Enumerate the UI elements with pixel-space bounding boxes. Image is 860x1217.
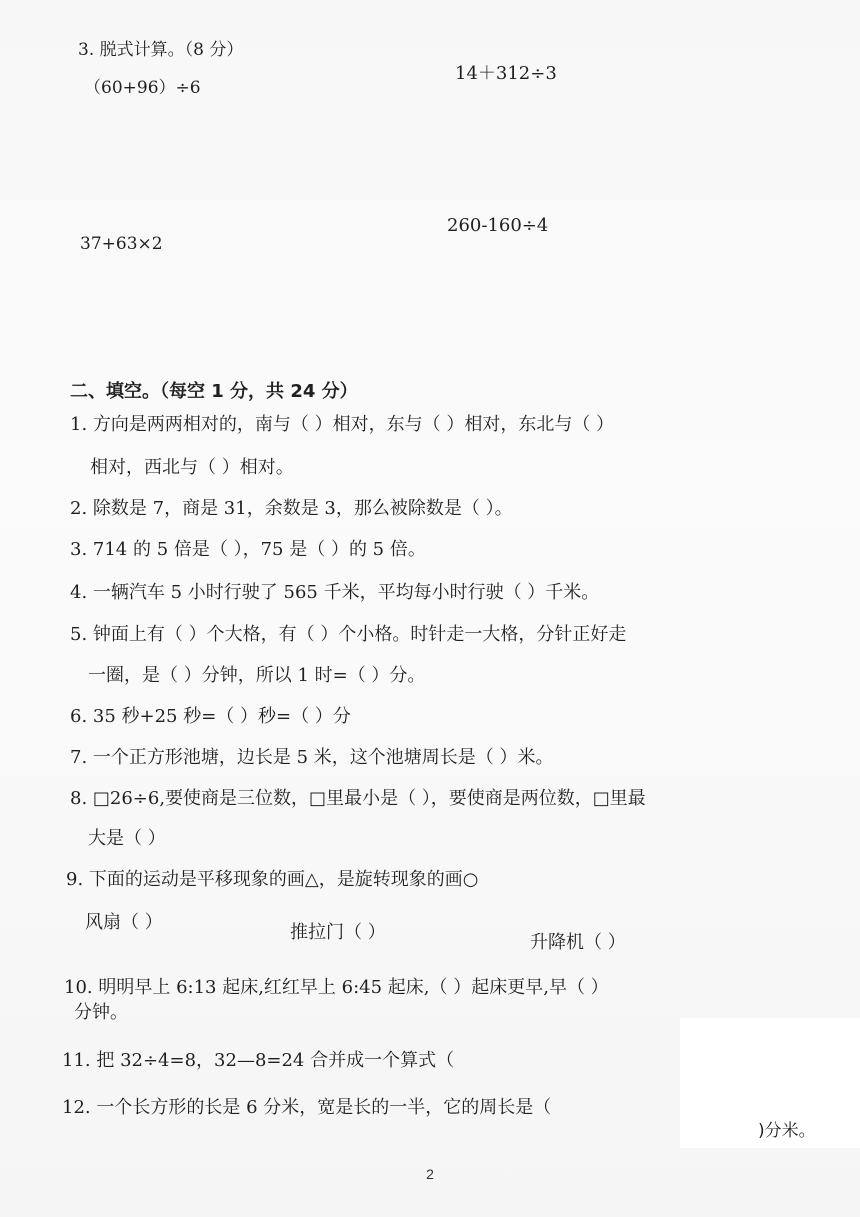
question-10-line-2: 分钟。 [74, 1002, 128, 1023]
question-8-line-1: 8. □26÷6,要使商是三位数，□里最小是（ ），要使商是两位数，□里最 [70, 788, 646, 809]
page-number: 2 [426, 1166, 434, 1182]
question-9-sliding-door: 推拉门（ ） [290, 922, 386, 943]
question-2: 2. 除数是 7，商是 31，余数是 3，那么被除数是（ ）。 [70, 498, 513, 519]
calc-problem-4: 260-160÷4 [447, 215, 549, 236]
question-8-line-2: 大是（ ） [88, 828, 166, 849]
question-1-line-1: 1. 方向是两两相对的，南与（ ）相对，东与（ ）相对，东北与（ ） [70, 414, 615, 435]
question-5-line-2: 一圈，是（ ）分钟，所以 1 时=（ ）分。 [88, 665, 426, 686]
question-9-fan: 风扇（ ） [85, 912, 163, 933]
calc-problem-1: （60+96）÷6 [84, 78, 201, 98]
question-12: 12. 一个长方形的长是 6 分米，宽是长的一半，它的周长是（ [62, 1097, 552, 1118]
question-11: 11. 把 32÷4=8，32—8=24 合并成一个算式（ [62, 1050, 455, 1071]
section-heading: 二、填空。（每空 1 分，共 24 分） [70, 381, 358, 402]
question-12-unit: )分米。 [758, 1121, 816, 1141]
question-9-line-1: 9. 下面的运动是平移现象的画△，是旋转现象的画○ [66, 869, 479, 890]
question-4: 4. 一辆汽车 5 小时行驶了 565 千米，平均每小时行驶（ ）千米。 [70, 582, 600, 603]
question-1-line-2: 相对，西北与（ ）相对。 [90, 457, 294, 478]
calc-title: 3. 脱式计算。（8 分） [78, 40, 244, 60]
question-3: 3. 714 的 5 倍是（ ），75 是（ ）的 5 倍。 [70, 539, 426, 560]
question-7: 7. 一个正方形池塘，边长是 5 米，这个池塘周长是（ ）米。 [70, 747, 554, 768]
question-10-line-1: 10. 明明早上 6:13 起床,红红早上 6:45 起床,（ ）起床更早,早（ ） [64, 977, 609, 998]
question-9-elevator: 升降机（ ） [530, 932, 626, 953]
calc-problem-3: 37+63×2 [80, 234, 163, 254]
calc-problem-2: 14＋312÷3 [455, 63, 557, 84]
question-6: 6. 35 秒+25 秒=（ ）秒=（ ）分 [70, 706, 351, 727]
question-5-line-1: 5. 钟面上有（ ）个大格，有（ ）个小格。时针走一大格，分针正好走 [70, 624, 627, 645]
